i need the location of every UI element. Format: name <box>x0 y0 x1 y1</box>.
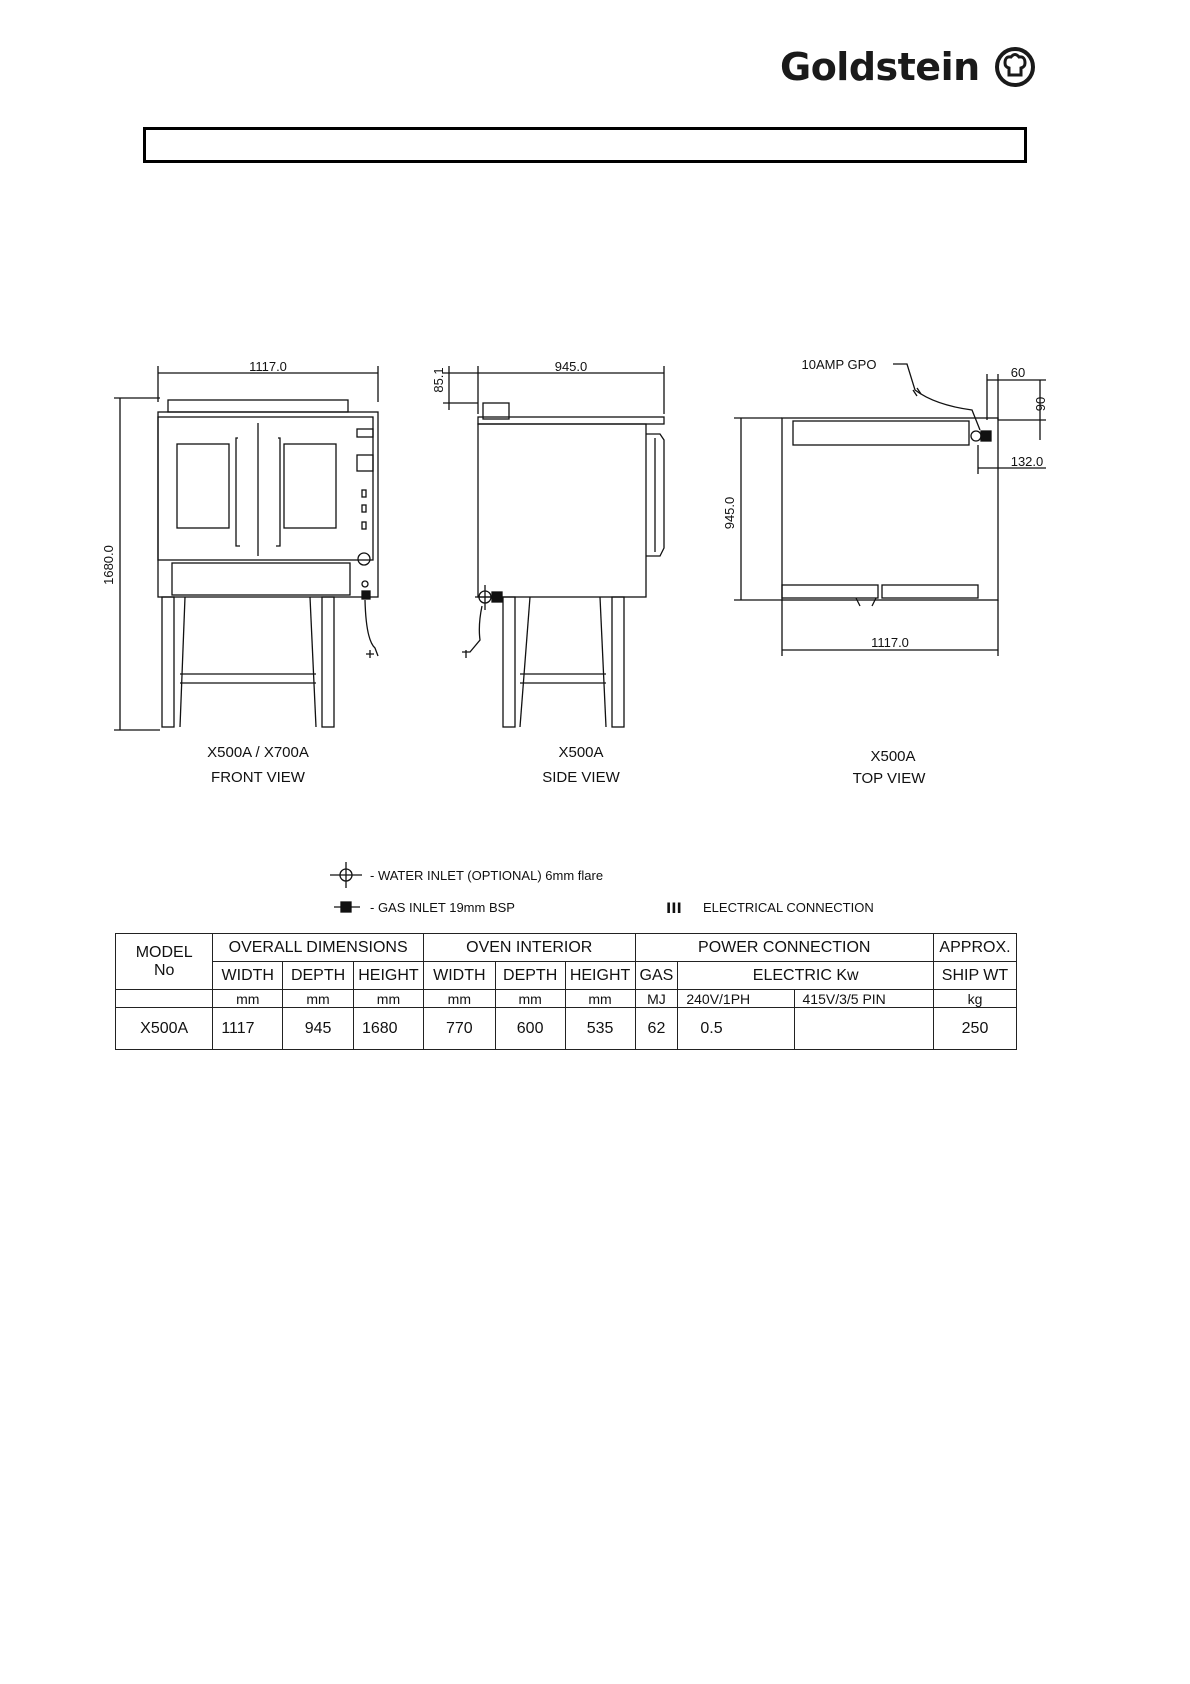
cell-model: X500A <box>116 1008 213 1050</box>
front-view-model: X500A / X700A <box>207 744 309 761</box>
unit-weight: kg <box>933 990 1016 1008</box>
header-overall: OVERALL DIMENSIONS <box>213 934 424 962</box>
cell-overall-depth: 945 <box>283 1008 354 1050</box>
side-view-drawing <box>443 366 664 727</box>
electrical-connection-icon: ııı <box>666 897 682 918</box>
cell-overall-height: 1680 <box>353 1008 423 1050</box>
unit-overall-height: mm <box>353 990 423 1008</box>
front-height-dim: 1680.0 <box>101 545 116 585</box>
cell-interior-depth: 600 <box>495 1008 565 1050</box>
gpo-label: 10AMP GPO <box>801 357 877 372</box>
dim-90: 90 <box>1033 396 1048 412</box>
brand-name: Goldstein <box>780 45 980 89</box>
top-view-model: X500A <box>870 748 916 765</box>
header-model-no: No <box>153 961 175 979</box>
unit-interior-height: mm <box>565 990 635 1008</box>
front-width-dim: 1117.0 <box>249 359 287 374</box>
sub-width: WIDTH <box>213 962 283 990</box>
top-view-drawing <box>734 364 1046 656</box>
spec-table <box>115 933 1017 1050</box>
sub-depth: DEPTH <box>283 962 354 990</box>
unit-overall-width: mm <box>213 990 283 1008</box>
sub-electric: ELECTRIC Kw <box>678 962 934 990</box>
dim-132: 132.0 <box>1010 454 1044 469</box>
side-top-dim: 85.1 <box>431 367 446 393</box>
side-gas-inlet-marker <box>492 592 502 602</box>
header-interior: OVEN INTERIOR <box>423 934 635 962</box>
header-model <box>116 934 213 990</box>
legend-water-text: - WATER INLET (OPTIONAL) 6mm flare <box>370 868 604 883</box>
cell-interior-width: 770 <box>423 1008 495 1050</box>
header-approx: APPROX. <box>933 934 1016 962</box>
table-units-row <box>116 990 1017 1008</box>
front-view-drawing <box>114 366 378 730</box>
unit-electric-415: 415V/3/5 PIN <box>794 990 933 1008</box>
front-view-label: FRONT VIEW <box>211 769 305 786</box>
cell-interior-height: 535 <box>565 1008 635 1050</box>
sub-interior-depth: DEPTH <box>495 962 565 990</box>
water-inlet-icon <box>330 862 362 888</box>
legend-gas-text: - GAS INLET 19mm BSP <box>370 900 515 915</box>
cell-electric-240: 0.5 <box>678 1008 794 1050</box>
unit-blank <box>116 990 213 1008</box>
top-gas-inlet-marker <box>981 431 991 441</box>
unit-gas: MJ <box>635 990 678 1008</box>
table-header-row <box>116 934 1017 962</box>
cell-gas: 62 <box>635 1008 678 1050</box>
unit-overall-depth: mm <box>283 990 354 1008</box>
table-subheader-row <box>116 962 1017 990</box>
side-depth-dim: 945.0 <box>554 359 588 374</box>
gas-inlet-icon <box>334 902 360 912</box>
sub-gas: GAS <box>635 962 678 990</box>
unit-interior-depth: mm <box>495 990 565 1008</box>
top-view-label: TOP VIEW <box>852 770 926 787</box>
unit-electric-240: 240V/1PH <box>678 990 794 1008</box>
sub-height: HEIGHT <box>353 962 423 990</box>
cell-electric-415 <box>794 1008 933 1050</box>
dim-60: 60 <box>1010 365 1026 380</box>
legend-electrical-text: ELECTRICAL CONNECTION <box>703 900 874 915</box>
table-row <box>116 1008 1017 1050</box>
front-gas-inlet-marker <box>362 591 370 599</box>
header-model-label: MODEL <box>135 943 193 961</box>
top-depth-dim: 945.0 <box>722 496 737 530</box>
cell-weight: 250 <box>933 1008 1016 1050</box>
top-width-dim: 1117.0 <box>871 635 909 650</box>
sub-ship-wt: SHIP WT <box>933 962 1016 990</box>
cell-overall-width: 1117 <box>213 1008 283 1050</box>
sub-interior-height: HEIGHT <box>565 962 635 990</box>
unit-interior-width: mm <box>423 990 495 1008</box>
side-view-label: SIDE VIEW <box>542 769 620 786</box>
sub-interior-width: WIDTH <box>423 962 495 990</box>
side-view-model: X500A <box>558 744 604 761</box>
header-power: POWER CONNECTION <box>635 934 933 962</box>
